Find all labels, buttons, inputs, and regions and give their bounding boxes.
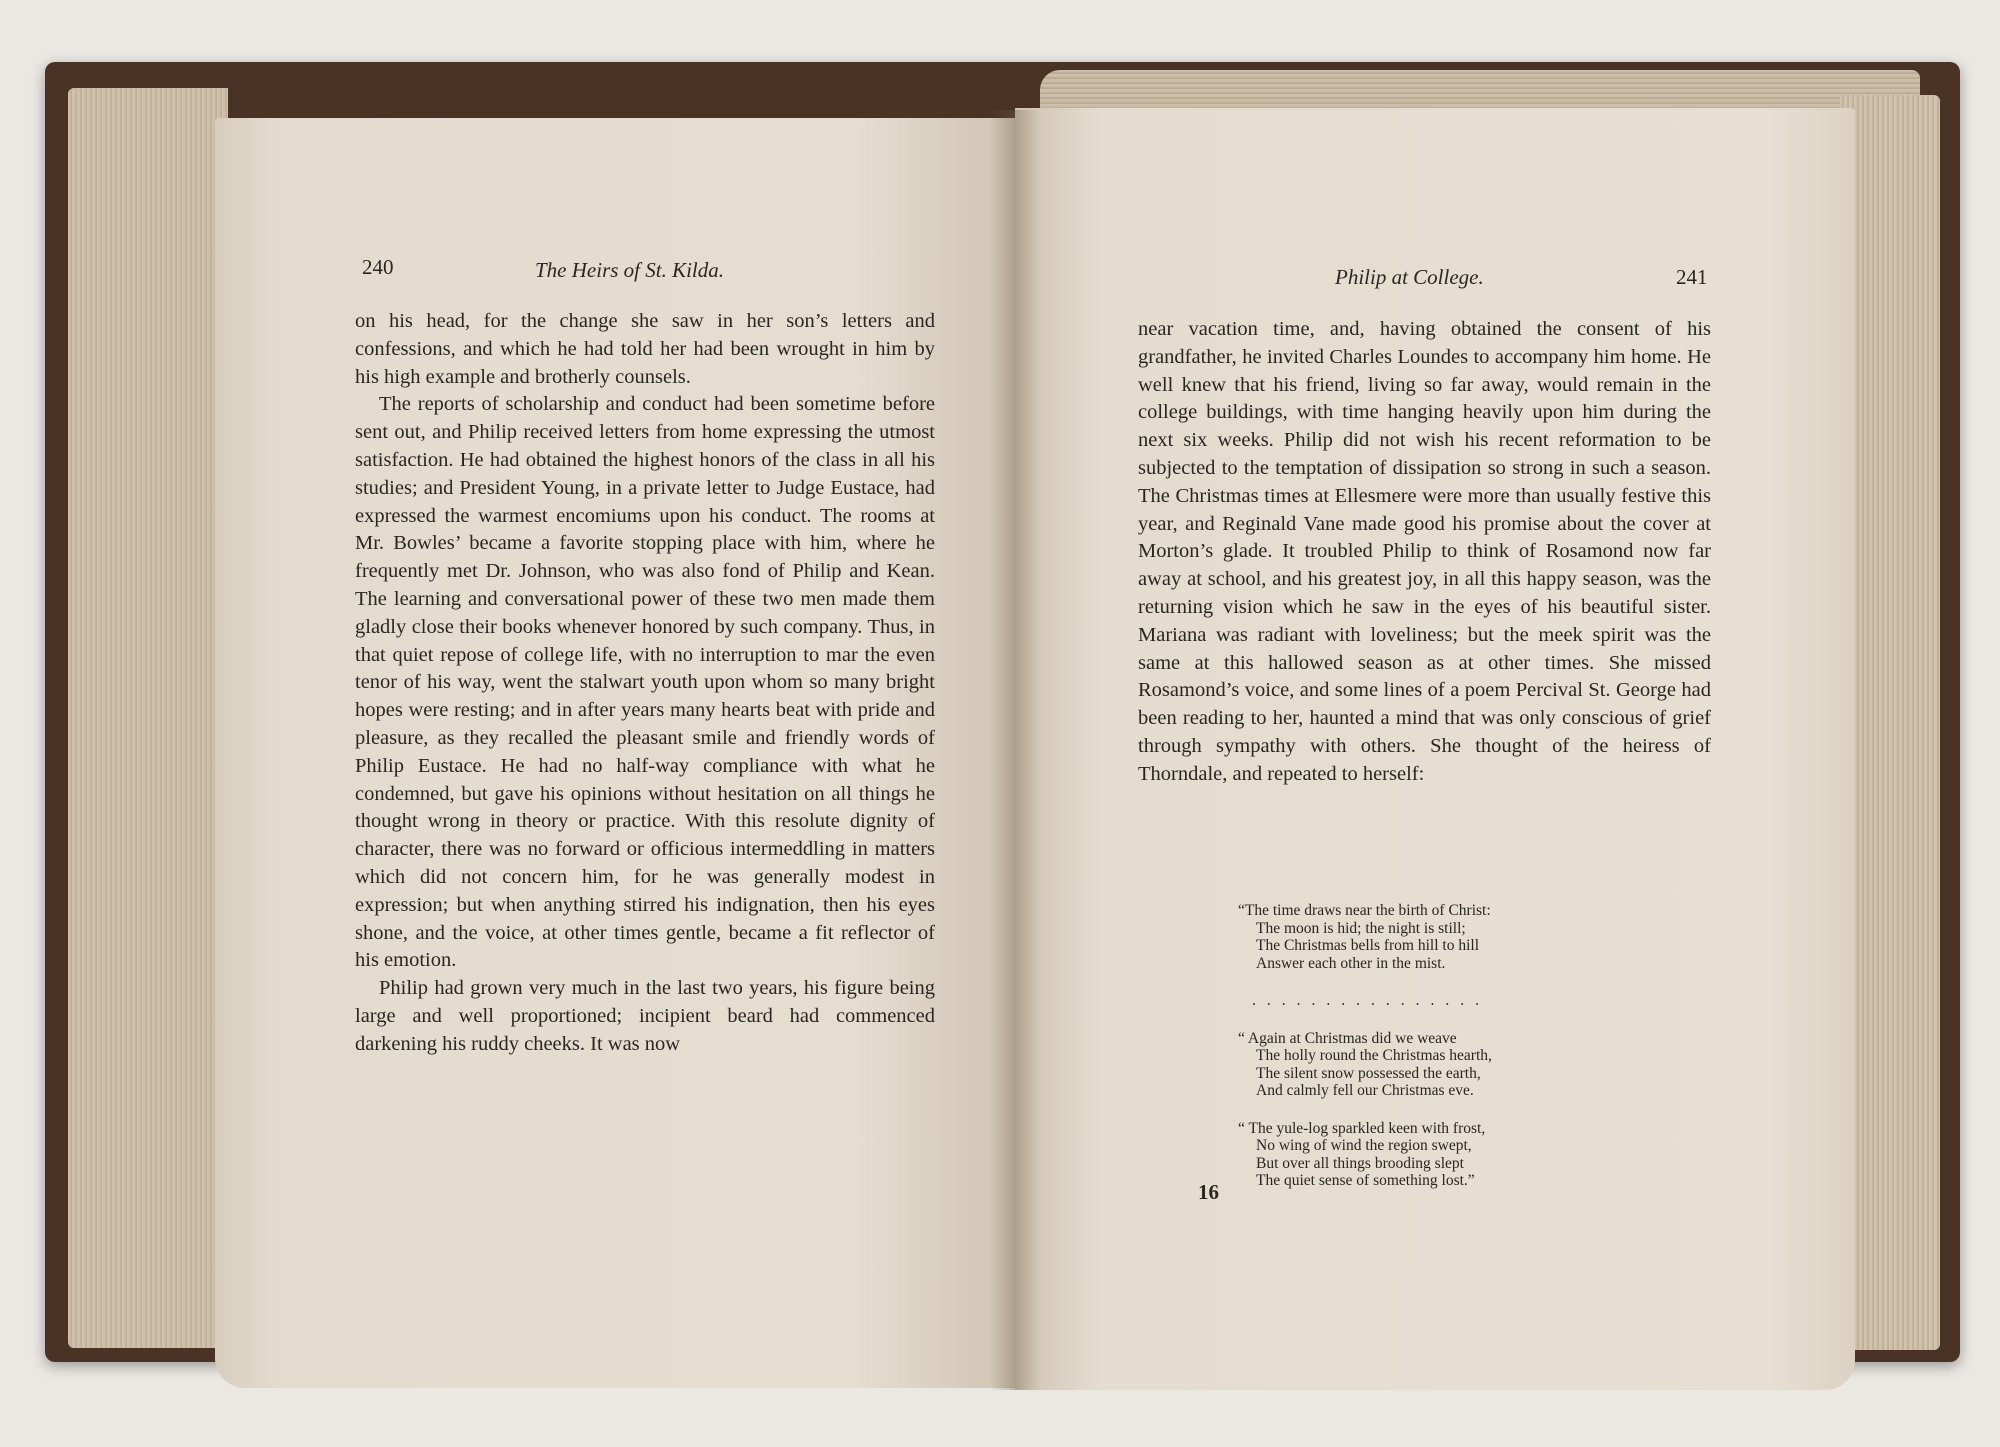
- poem-line: “ Again at Christmas did we weave: [1238, 1029, 1457, 1047]
- left-running-head: The Heirs of St. Kilda.: [535, 258, 725, 282]
- poem-line: Answer each other in the mist.: [1256, 954, 1446, 972]
- poem-line: The moon is hid; the night is still;: [1256, 919, 1466, 937]
- right-page-text: [1138, 316, 1711, 789]
- left-page-text: [355, 308, 935, 1059]
- poem-stanza-2: [1238, 1030, 1598, 1100]
- poem-line: No wing of wind the region swept,: [1256, 1137, 1472, 1154]
- signature-mark: 16: [1198, 1180, 1219, 1204]
- poem-stanza-1: [1238, 902, 1598, 972]
- left-page-edges: [68, 88, 228, 1348]
- poem-line: “The time draws near the birth of Christ:: [1238, 902, 1491, 919]
- poem-line: The holly round the Christmas hearth,: [1256, 1047, 1492, 1064]
- poem-stanza-3: [1238, 1120, 1598, 1190]
- poem-line: The quiet sense of something lost.”: [1256, 1172, 1475, 1189]
- right-page-number: 241: [1676, 265, 1708, 289]
- left-paragraph-3: Philip had grown very much in the last two years, his figure being large and well proportioned; incipient beard had commenced darkening his ruddy cheeks. It was now: [355, 977, 935, 1055]
- poem-line: But over all things brooding slept: [1256, 1154, 1464, 1172]
- poem-line: The silent snow possessed the earth,: [1256, 1064, 1481, 1082]
- left-paragraph-1: on his head, for the change she saw in her son’s letters and confessions, and which he had told her had been wrought in him by his high example and brotherly counsels.: [355, 310, 935, 388]
- left-paragraph-2: The reports of scholarship and conduct had been sometime before sent out, and Philip received letters from home expressing the utmost satisfaction. He had obtained the highest honors of the class in all his studies; and President Young, in a private letter to Judge Eustace, had expressed the warmest encomiums upon his conduct. The rooms at Mr. Bowles’ became a favorite stopping place with him, where he frequently met Dr. Johnson, who was also fond of Philip and Kean. The learning and conversational power of these two men made them gladly close their books whenever honored by such company. Thus, in that quiet repose of college life, with no interruption to mar the even tenor of his way, went the stalwart youth upon whom so many bright hopes were resting; and in after years many hearts beat with pride and pleasure, as they recalled the pleasant smile and friendly words of Philip Eustace. He had no half-way compliance with what he condemned, but gave his opinions without hesitation on all things he thought wrong in theory or practice. With this resolute dignity of character, there was no forward or officious intermeddling in matters which did not concern him, for he was generally modest in expression; but when anything stirred his indignation, then his eyes shone, and the voice, at other times gentle, became a fit reflector of his emotion.: [355, 393, 935, 972]
- right-page-edges: [1840, 95, 1940, 1350]
- poem-line: The Christmas bells from hill to hill: [1256, 937, 1480, 954]
- poem-line: “ The yule-log sparkled keen with frost,: [1238, 1119, 1486, 1137]
- poem-line: And calmly fell our Christmas eve.: [1256, 1082, 1474, 1099]
- poem-ellipsis: ................: [1252, 992, 1490, 1009]
- book-gutter: [990, 110, 1040, 1390]
- right-running-head: Philip at College.: [1335, 265, 1484, 289]
- left-page-number: 240: [362, 255, 394, 279]
- poem-block: [1238, 902, 1598, 1210]
- right-paragraph-1: near vacation time, and, having obtained the consent of his grandfather, he invited Charles Loundes to accompany him home. He well knew that his friend, living so far away, would remain in the college buildings, with time hanging heavily upon him during the next six weeks. Philip did not wish his recent reformation to be subjected to the temptation of dissipation so strong in such a season. The Christmas times at Ellesmere were more than usually festive this year, and Reginald Vane made good his promise about the cover at Morton’s glade. It troubled Philip to think of Rosamond now far away at school, and his greatest joy, in all this happy season, was the returning vision which he saw in the eyes of his beautiful sister. Mariana was radiant with loveliness; but the meek spirit was the same at this hallowed season as at other times. She missed Rosamond’s voice, and some lines of a poem Percival St. George had been reading to her, haunted a mind that was only conscious of grief through sympathy with others. She thought of the heiress of Thorndale, and repeated to herself:: [1138, 318, 1711, 785]
